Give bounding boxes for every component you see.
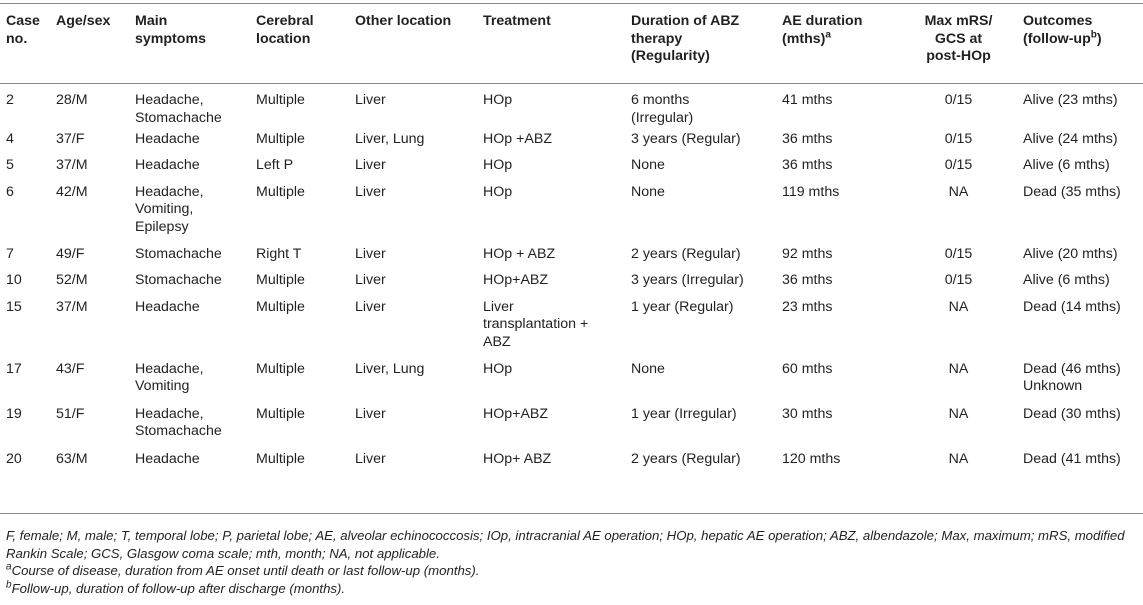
cell-symptoms: Headache	[135, 298, 200, 315]
cell-abz: 1 year (Regular)	[631, 298, 734, 315]
cell-abz: 3 years (Regular)	[631, 130, 741, 147]
cell-treatment: HOp	[483, 157, 513, 173]
cell-symptoms: Headache, Vomiting, Epilepsy	[135, 183, 204, 235]
cell-abz: None	[631, 157, 665, 173]
cell-cerebral: Multiple	[256, 450, 305, 467]
cell-age-sex: 42/M	[56, 183, 88, 200]
cell-age-sex: 51/F	[56, 405, 85, 422]
cell-cerebral: Multiple	[256, 130, 305, 147]
table-row	[0, 271, 1143, 298]
cell-symptoms: Headache, Stomachache	[135, 405, 222, 439]
cell-outcome: Dead (41 mths)	[1023, 450, 1121, 467]
cell-outcome: Alive (24 mths)	[1023, 130, 1118, 147]
cell-max-mrs: NA	[948, 298, 969, 315]
cell-cerebral: Multiple	[256, 360, 305, 377]
cell-age-sex: 52/M	[56, 272, 88, 288]
cell-other-location: Liver	[355, 157, 386, 173]
footnote-a: $^a$Course of disease, duration from AE onset until death or last follow-up (months).	[6, 561, 480, 579]
case-table	[0, 4, 1143, 478]
cell-age-sex: 37/M	[56, 157, 88, 173]
table-row	[0, 298, 1143, 360]
cell-treatment: HOp+ABZ	[483, 272, 549, 288]
cell-symptoms: Headache	[135, 450, 200, 467]
footnote-b: $^b$Follow-up, duration of follow-up after discharge (months).	[6, 579, 346, 596]
cell-other-location: Liver	[355, 183, 386, 200]
cell-other-location: Liver	[355, 405, 386, 422]
cell-max-mrs: 0/15	[944, 92, 973, 108]
cell-treatment: HOp	[483, 183, 513, 200]
cell-ae-duration: 23 mths	[782, 298, 833, 315]
header-treatment: Treatment	[483, 13, 551, 29]
cell-ae-duration: 60 mths	[782, 360, 833, 377]
cell-outcome: Alive (20 mths)	[1023, 245, 1118, 262]
cell-abz: 2 years (Regular)	[631, 245, 741, 262]
header-cerebral: Cerebral location	[256, 13, 314, 47]
footnotes	[6, 527, 1136, 597]
table-row	[0, 245, 1143, 272]
cell-abz: 6 months (Irregular)	[631, 92, 694, 126]
cell-abz: None	[631, 183, 665, 200]
cell-cerebral: Multiple	[256, 183, 305, 200]
cell-max-mrs: 0/15	[944, 245, 973, 262]
table-row	[0, 84, 1143, 130]
cell-symptoms: Headache	[135, 157, 200, 173]
cell-ae-duration: 30 mths	[782, 405, 833, 422]
cell-cerebral: Multiple	[256, 92, 305, 108]
cell-age-sex: 37/F	[56, 130, 85, 147]
table-row	[0, 450, 1143, 478]
cell-ae-duration: 41 mths	[782, 92, 833, 108]
cell-case: 20	[6, 450, 22, 467]
cell-case: 15	[6, 298, 22, 315]
header-row	[0, 4, 1143, 84]
cell-age-sex: 37/M	[56, 298, 88, 315]
bottom-rule	[0, 513, 1143, 514]
table-row	[0, 405, 1143, 450]
cell-cerebral: Right T	[256, 245, 302, 262]
cell-other-location: Liver	[355, 450, 386, 467]
cell-ae-duration: 119 mths	[782, 183, 840, 200]
header-other-location: Other location	[355, 13, 452, 29]
cell-max-mrs: NA	[948, 360, 969, 377]
cell-cerebral: Multiple	[256, 272, 305, 288]
table-row	[0, 130, 1143, 157]
cell-treatment: HOp+ ABZ	[483, 450, 552, 467]
cell-outcome: Alive (23 mths)	[1023, 92, 1118, 108]
cell-case: 4	[6, 130, 14, 147]
cell-abz: 3 years (Irregular)	[631, 272, 744, 288]
header-outcomes: Outcomes $(follow-up^b)$	[1023, 13, 1102, 47]
cell-cerebral: Multiple	[256, 405, 305, 422]
cell-age-sex: 49/F	[56, 245, 85, 262]
cell-treatment: HOp	[483, 360, 513, 377]
cell-case: 17	[6, 360, 22, 377]
cell-case: 19	[6, 405, 22, 422]
cell-abz: None	[631, 360, 665, 377]
cell-other-location: Liver	[355, 92, 386, 108]
cell-treatment: HOp + ABZ	[483, 245, 556, 262]
cell-outcome: Alive (6 mths)	[1023, 272, 1110, 288]
cell-abz: 1 year (Irregular)	[631, 405, 737, 422]
cell-other-location: Liver	[355, 272, 386, 288]
cell-max-mrs: 0/15	[944, 157, 973, 173]
cell-treatment: HOp +ABZ	[483, 130, 552, 147]
table-row	[0, 156, 1143, 183]
cell-case: 6	[6, 183, 14, 200]
cell-ae-duration: 36 mths	[782, 272, 833, 288]
cell-ae-duration: 36 mths	[782, 130, 833, 147]
header-case: Case no.	[6, 13, 40, 47]
header-ae-duration: AE duration (mths)$^a$	[782, 13, 863, 47]
table-row	[0, 183, 1143, 245]
header-age-sex: Age/sex	[56, 13, 111, 29]
cell-outcome: Dead (35 mths)	[1023, 183, 1121, 200]
cell-case: 2	[6, 92, 14, 108]
cell-ae-duration: 120 mths	[782, 450, 841, 467]
cell-case: 10	[6, 272, 22, 288]
cell-ae-duration: 36 mths	[782, 157, 833, 173]
cell-outcome: Dead (30 mths)	[1023, 405, 1121, 422]
cell-symptoms: Headache, Stomachache	[135, 92, 222, 126]
cell-outcome: Dead (14 mths)	[1023, 298, 1121, 315]
cell-age-sex: 28/M	[56, 92, 88, 108]
cell-max-mrs: 0/15	[944, 272, 973, 288]
header-abz: Duration of ABZ therapy (Regularity)	[631, 13, 740, 64]
cell-other-location: Liver	[355, 298, 386, 315]
cell-ae-duration: 92 mths	[782, 245, 833, 262]
cell-symptoms: Stomachache	[135, 272, 222, 288]
cell-case: 5	[6, 157, 14, 173]
cell-age-sex: 63/M	[56, 450, 88, 467]
cell-max-mrs: NA	[948, 405, 969, 422]
footnote-abbreviations: F, female; M, male; T, temporal lobe; P, parietal lobe; AE, alveolar echinococcosis; IOp, intracranial AE operation; HOp, hepatic AE operation; ABZ, albendazole; Max, maximum; mRS, modified Rankin Scale; GCS, Glasgow coma scale; mth, month; NA, not applicable.	[6, 528, 1125, 561]
cell-abz: 2 years (Regular)	[631, 450, 741, 467]
cell-symptoms: Stomachache	[135, 245, 222, 262]
cell-cerebral: Left P	[256, 157, 294, 173]
cell-case: 7	[6, 245, 14, 262]
cell-other-location: Liver, Lung	[355, 130, 425, 147]
cell-symptoms: Headache, Vomiting	[135, 360, 204, 394]
cell-max-mrs: NA	[948, 450, 969, 467]
cell-age-sex: 43/F	[56, 360, 85, 377]
table-row	[0, 360, 1143, 405]
cell-treatment: Liver transplantation + ABZ	[483, 298, 589, 350]
cell-treatment: HOp	[483, 92, 513, 108]
cell-outcome: Alive (6 mths)	[1023, 157, 1110, 173]
cell-treatment: HOp+ABZ	[483, 405, 549, 422]
cell-outcome: Dead (46 mths) Unknown	[1023, 360, 1121, 394]
header-symptoms: Main symptoms	[135, 13, 206, 47]
cell-other-location: Liver	[355, 245, 386, 262]
cell-cerebral: Multiple	[256, 298, 305, 315]
cell-max-mrs: NA	[948, 183, 969, 200]
header-max-mrs: Max mRS/ GCS at post-HOp	[924, 13, 993, 64]
cell-other-location: Liver, Lung	[355, 360, 425, 377]
cell-symptoms: Headache	[135, 130, 200, 147]
cell-max-mrs: 0/15	[944, 130, 973, 147]
